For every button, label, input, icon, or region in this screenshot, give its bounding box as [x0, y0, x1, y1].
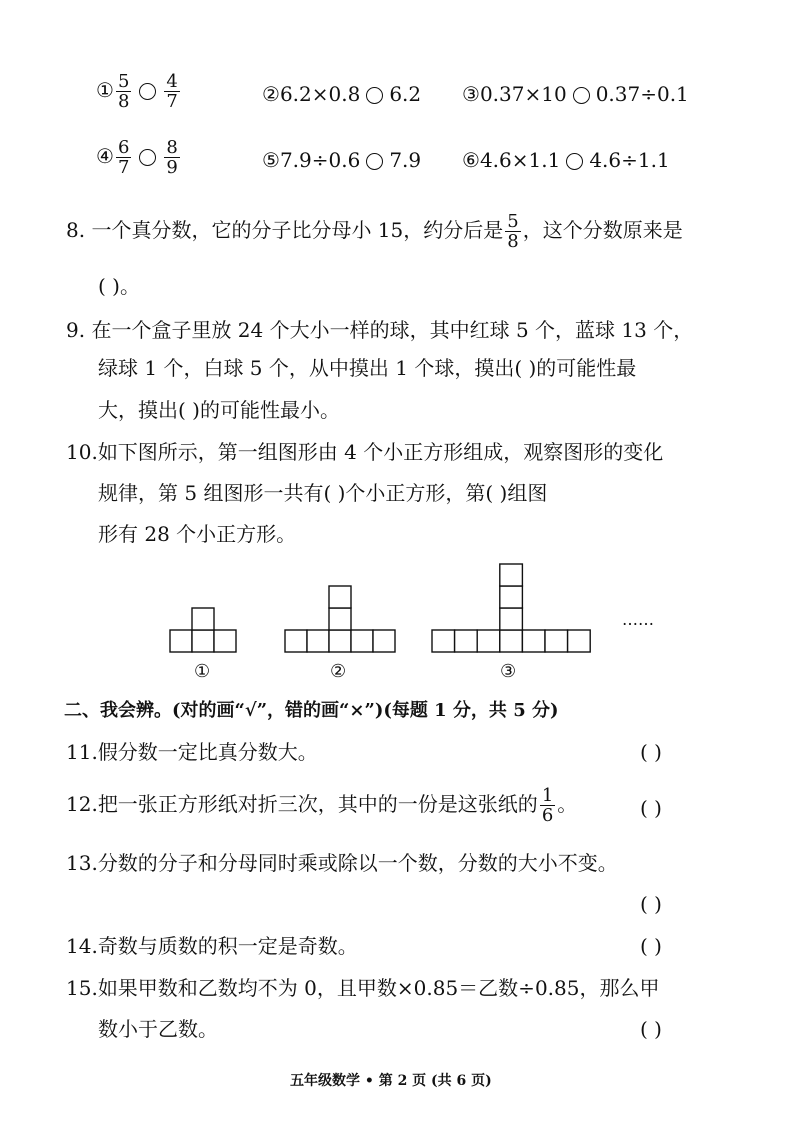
fraction: $\frac{5}{8}$: [117, 71, 130, 112]
question-9-line3[interactable]: 大，摸出( )的可能性最小。: [98, 398, 340, 422]
compare-item-6: ⑥4.6×1.1 4.6÷1.1: [462, 148, 670, 172]
question-9-line1: 9. 在一个盒子里放 24 个大小一样的球，其中红球 5 个，蓝球 13 个，: [66, 318, 694, 342]
figure-group-3: [432, 564, 590, 652]
fraction: $\frac{8}{9}$: [166, 137, 178, 178]
judge-answer-11[interactable]: ( ): [640, 740, 662, 764]
judge-item-12: 12.把一张正方形纸对折三次，其中的一份是这张纸的 $\frac{1}{6}$ 。: [66, 785, 578, 826]
figure-ellipsis: ……: [622, 610, 654, 629]
item-mark: ①: [96, 78, 114, 102]
compare-item-2: ②6.2×0.8 6.2: [262, 82, 422, 106]
question-10-line1: 10.如下图所示，第一组图形由 4 个小正方形组成，观察图形的变化: [66, 440, 664, 464]
question-8: 8. 一个真分数，它的分子比分母小 15，约分后是 $\frac{5}{8}$ ，这个分数原来是: [66, 211, 683, 252]
judge-answer-14[interactable]: ( ): [640, 934, 662, 958]
page-footer: 五年级数学 • 第 2 页 (共 6 页): [290, 1073, 492, 1089]
figure-label-1: ①: [194, 661, 211, 682]
judge-item-14: 14.奇数与质数的积一定是奇数。: [66, 934, 358, 958]
fraction: $\frac{4}{7}$: [166, 71, 178, 112]
figure-group-2: [285, 586, 395, 652]
fraction: $\frac{6}{7}$: [117, 137, 130, 178]
figure-label-3: ③: [500, 661, 517, 682]
question-10-line3: 形有 28 个小正方形。: [98, 522, 297, 546]
compare-item-5: ⑤7.9÷0.6 7.9: [262, 148, 422, 172]
compare-item-4: ④ $\frac{6}{7}$ $\frac{8}{9}$: [96, 137, 178, 178]
judge-item-15: 15.如果甲数和乙数均不为 0，且甲数×0.85＝乙数÷0.85，那么甲: [66, 976, 660, 1000]
figure-label-2: ②: [330, 661, 347, 682]
judge-item-11: 11.假分数一定比真分数大。: [66, 740, 318, 764]
judge-answer-15[interactable]: ( ): [640, 1017, 662, 1041]
section-2-title: 二、我会辨。(对的画“√”，错的画“×”)(每题 1 分，共 5 分): [64, 700, 559, 721]
judge-item-15-line2: 数小于乙数。: [98, 1017, 218, 1041]
judge-item-13: 13.分数的分子和分母同时乘或除以一个数，分数的大小不变。: [66, 851, 618, 875]
judge-answer-12[interactable]: ( ): [640, 796, 662, 820]
fraction: $\frac{5}{8}$: [507, 211, 519, 252]
judge-answer-13[interactable]: ( ): [640, 892, 662, 916]
fraction: $\frac{1}{6}$: [541, 785, 554, 826]
figure-group-1: [170, 608, 236, 652]
question-9-line2[interactable]: 绿球 1 个，白球 5 个，从中摸出 1 个球，摸出( )的可能性最: [98, 356, 637, 380]
question-10-line2[interactable]: 规律，第 5 组图形一共有( )个小正方形，第( )组图: [98, 481, 548, 505]
compare-item-3: ③0.37×10 0.37÷0.1: [462, 82, 689, 106]
q8-answer-blank[interactable]: ( )。: [98, 274, 140, 298]
